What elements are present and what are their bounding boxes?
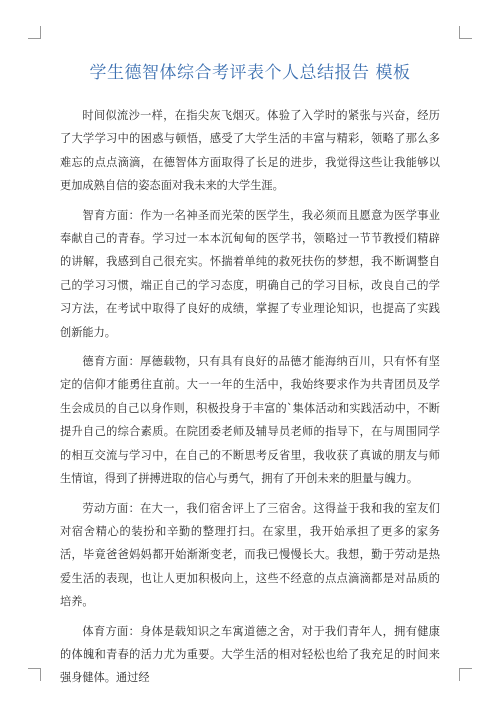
crop-mark-bottom-left	[28, 668, 41, 681]
paragraph-intellectual: 智育方面：作为一名神圣而光荣的医学生，我必须而且愿意为医学事业奉献自己的青春。学习过一本本沉甸甸的医学书，领略过一节节教授们精辟的讲解，我感到自己很充实。怀揣着单纯的救死扶伤的梦想，我不断调整自己的学习习惯，端正自己的学习态度，明确自己的学习目标，改良自己的学习方法，在考试中取得了良好的成绩，掌握了专业理论知识，也提高了实践创新能力。	[60, 208, 440, 339]
crop-mark-top-left	[28, 26, 41, 39]
paragraph-labor: 劳动方面：在大一，我们宿舍评上了三宿舍。这得益于我和我的室友们对宿舍精心的装扮和辛勤的整理打扫。在家里，我开始承担了更多的家务活，毕竟爸爸妈妈都开始渐渐变老，而我已慢慢长大。我想，勤于劳动是热爱生活的表现，也让人更加积极向上，这些不经意的点点滴滴都是对品质的培养。	[60, 501, 440, 609]
crop-mark-bottom-right	[459, 668, 472, 681]
document-title: 学生德智体综合考评表个人总结报告 模板	[89, 63, 411, 83]
crop-mark-top-right	[459, 26, 472, 39]
paragraph-moral: 德育方面：厚德载物，只有具有良好的品德才能海纳百川，只有怀有坚定的信仰才能勇往直前。大一一年的生活中，我始终要求作为共青团员及学生会成员的自己以身作则，积极投身于丰富的`集体活动和实践活动中，不断提升自己的综合素质。在院团委老师及辅导员老师的指导下，在与周围同学的相互交流与学习中，在自己的不断思考反省里，我收获了真诚的朋友与师生情谊，得到了拼搏进取的信心与勇气，拥有了开创未来的胆量与魄力。	[60, 355, 440, 486]
paragraph-physical: 体育方面：身体是载知识之车寓道德之舍，对于我们青年人，拥有健康的体魄和青春的活力尤为重要。大学生活的相对轻松也给了我充足的时间来强身健体。通过经	[60, 624, 440, 685]
document-body	[60, 104, 440, 696]
paragraph-intro: 时间似流沙一样，在指尖灰飞烟灭。体验了入学时的紧张与兴奋，经历了大学学习中的困惑与顿悟，感受了大学生活的丰富与精彩，领略了那么多难忘的点点滴滴，在德智体方面取得了长足的进步，我觉得这些让我能够以更加成熟自信的姿态面对我未来的大学生涯。	[60, 109, 440, 193]
